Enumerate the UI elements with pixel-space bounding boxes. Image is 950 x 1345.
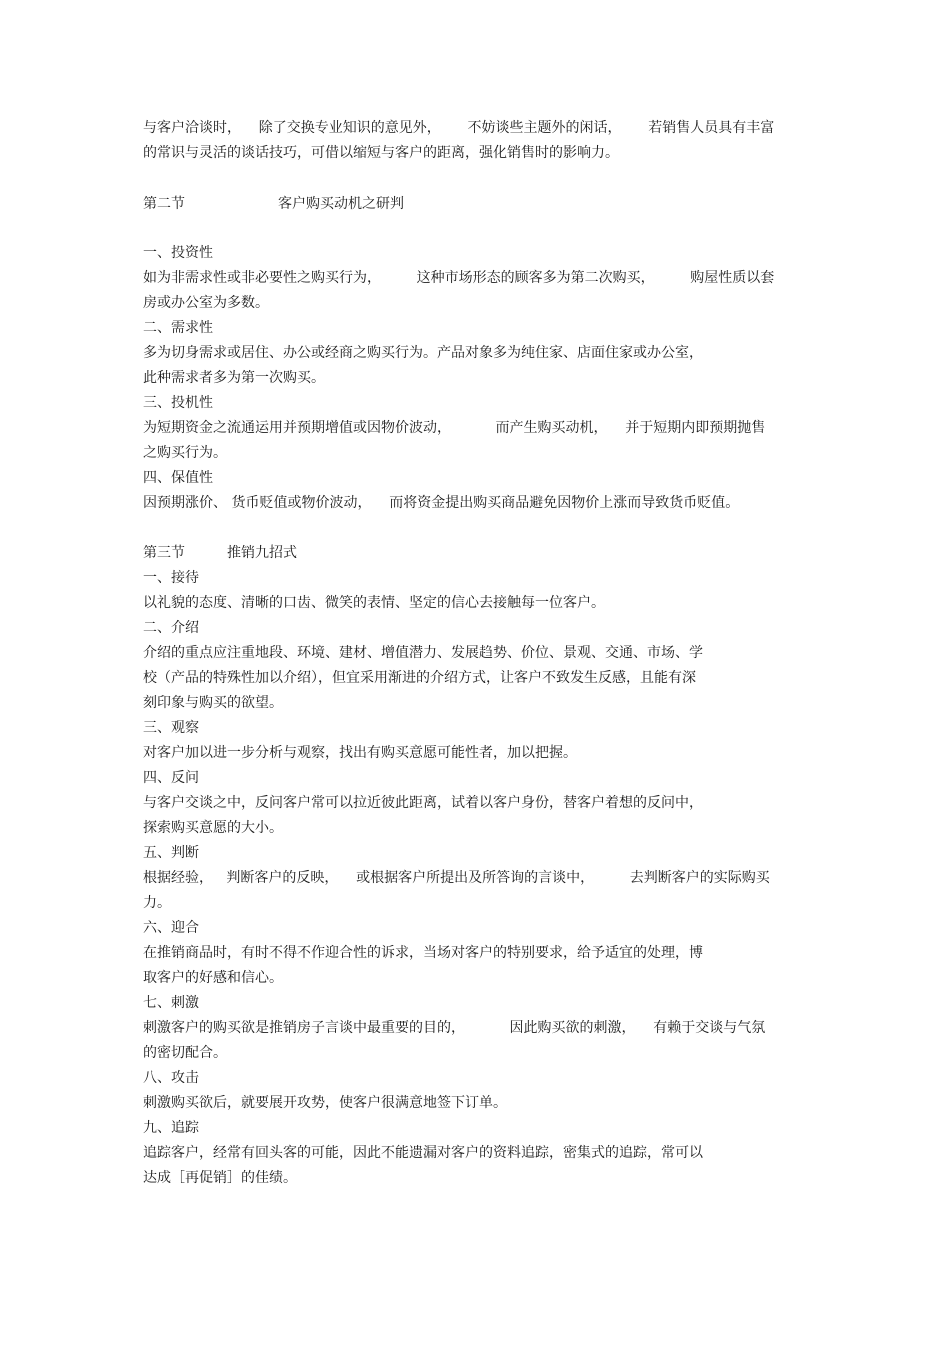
- s3-item-7-line-2: 的密切配合。: [143, 1045, 227, 1061]
- s3-item-2-heading: 二、介绍: [143, 620, 199, 636]
- s3-item-5-heading: 五、判断: [143, 845, 199, 861]
- s3-item-7-line-1: 刺激客户的购买欲是推销房子言谈中最重要的目的， 因此购买欲的刺激， 有赖于交谈与气氛: [143, 1020, 766, 1036]
- s3-item-9-line-2: 达成［再促销］的佳绩。: [143, 1170, 297, 1186]
- s3-item-2-line-1: 介绍的重点应注重地段、环境、建材、增值潜力、发展趋势、价位、景观、交通、市场、学: [143, 645, 703, 661]
- s2-item-4-heading: 四、保值性: [143, 470, 213, 486]
- s3-item-1-heading: 一、接待: [143, 570, 199, 586]
- s3-item-6-line-2: 取客户的好感和信心。: [143, 970, 283, 986]
- s3-item-5-line-2: 力。: [143, 895, 171, 911]
- s2-item-3-line-1: 为短期资金之流通运用并预期增值或因物价波动， 而产生购买动机， 并于短期内即预期抛售: [143, 420, 766, 436]
- section-2-label: 第二节: [143, 196, 185, 212]
- section-3-title: 推销九招式: [227, 545, 297, 561]
- s3-item-2-line-2: 校（产品的特殊性加以介绍），但宜采用渐进的介绍方式，让客户不致发生反感，且能有深: [143, 670, 696, 686]
- s3-item-2-line-3: 刻印象与购买的欲望。: [143, 695, 283, 711]
- s3-item-4-line-1: 与客户交谈之中，反问客户常可以拉近彼此距离，试着以客户身份，替客户着想的反问中，: [143, 795, 703, 811]
- s3-item-8-heading: 八、攻击: [143, 1070, 199, 1086]
- s3-item-7-heading: 七、刺激: [143, 995, 199, 1011]
- s2-item-3-line-2: 之购买行为。: [143, 445, 227, 461]
- s2-item-2-heading: 二、需求性: [143, 320, 213, 336]
- s2-item-1-line-1: 如为非需求性或非必要性之购买行为， 这种市场形态的顾客多为第二次购买， 购屋性质以套: [143, 270, 775, 286]
- s3-item-1-line-1: 以礼貌的态度、清晰的口齿、微笑的表情、坚定的信心去接触每一位客户。: [143, 595, 605, 611]
- s2-item-4-line-1: 因预期涨价、 货币贬值或物价波动， 而将资金提出购买商品避免因物价上涨而导致货币贬值。: [143, 495, 740, 511]
- s2-item-1-line-2: 房或办公室为多数。: [143, 295, 269, 311]
- section-3-label: 第三节: [143, 545, 185, 561]
- s2-item-3-heading: 三、投机性: [143, 395, 213, 411]
- s3-item-4-heading: 四、反问: [143, 770, 199, 786]
- s3-item-6-heading: 六、迎合: [143, 920, 199, 936]
- section-2-title: 客户购买动机之研判: [278, 196, 404, 212]
- s3-item-5-line-1: 根据经验， 判断客户的反映， 或根据客户所提出及所答询的言谈中， 去判断客户的实际购买: [143, 870, 770, 886]
- s3-item-9-heading: 九、追踪: [143, 1120, 199, 1136]
- s3-item-4-line-2: 探索购买意愿的大小。: [143, 820, 283, 836]
- s3-item-8-line-1: 刺激购买欲后，就要展开攻势，使客户很满意地签下订单。: [143, 1095, 507, 1111]
- s2-item-2-line-1: 多为切身需求或居住、办公或经商之购买行为。产品对象多为纯住家、店面住家或办公室，: [143, 345, 703, 361]
- s3-item-9-line-1: 追踪客户，经常有回头客的可能，因此不能遗漏对客户的资料追踪，密集式的追踪，常可以: [143, 1145, 703, 1161]
- intro-line-1: 与客户洽谈时， 除了交换专业知识的意见外， 不妨谈些主题外的闲话， 若销售人员具有丰富: [143, 120, 775, 136]
- s3-item-3-line-1: 对客户加以进一步分析与观察，找出有购买意愿可能性者，加以把握。: [143, 745, 577, 761]
- intro-line-2: 的常识与灵活的谈话技巧，可借以缩短与客户的距离，强化销售时的影响力。: [143, 145, 619, 161]
- s2-item-2-line-2: 此种需求者多为第一次购买。: [143, 370, 325, 386]
- s3-item-6-line-1: 在推销商品时，有时不得不作迎合性的诉求，当场对客户的特别要求，给予适宜的处理，博: [143, 945, 703, 961]
- s3-item-3-heading: 三、观察: [143, 720, 199, 736]
- s2-item-1-heading: 一、投资性: [143, 245, 213, 261]
